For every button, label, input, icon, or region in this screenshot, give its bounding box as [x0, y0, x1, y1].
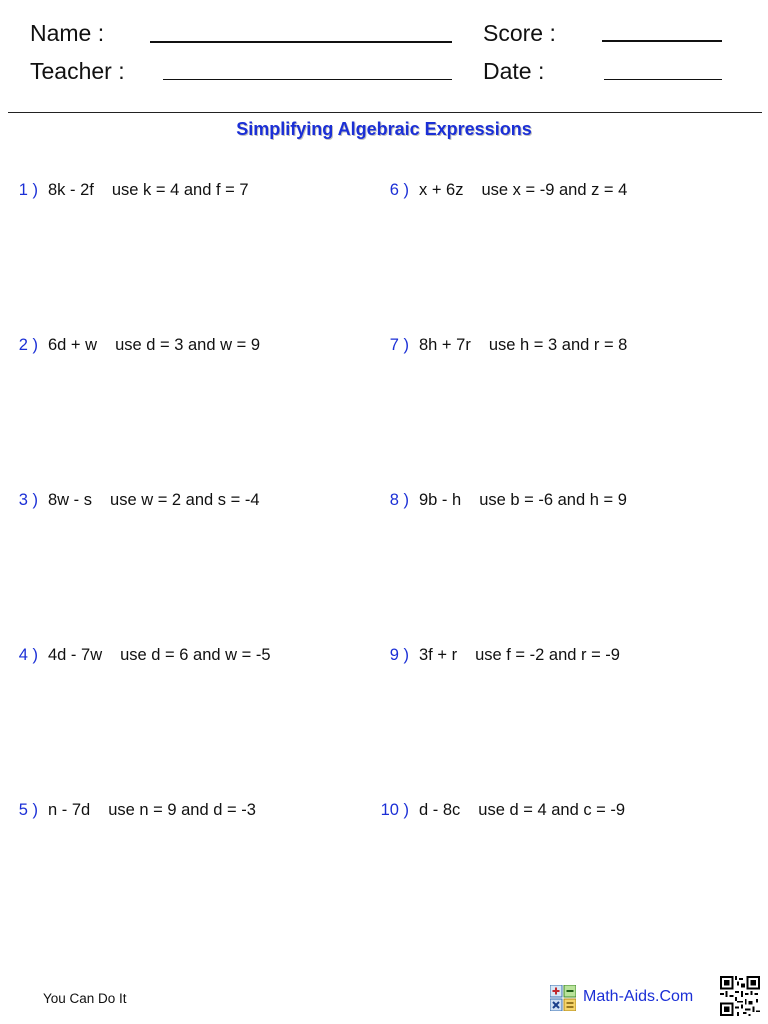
name-label: Name :	[30, 20, 105, 46]
problem-item	[371, 336, 627, 355]
problem-number: 3 )	[18, 491, 38, 509]
problem-substitution: use d = 3 and w = 9	[115, 336, 261, 354]
header-divider	[8, 112, 762, 113]
problem-substitution: use b = -6 and h = 9	[479, 491, 627, 509]
problem-item	[371, 491, 627, 510]
problem-number: 8 )	[389, 491, 409, 509]
problem-expression: d - 8c	[419, 801, 461, 819]
qr-code-icon	[720, 976, 760, 1016]
problem-expression: n - 7d	[48, 801, 91, 819]
score-field[interactable]	[602, 40, 722, 42]
problem-expression: 8w - s	[48, 491, 93, 509]
problem-item	[371, 646, 620, 665]
problem-expression: 6d + w	[48, 336, 98, 354]
problem-substitution: use x = -9 and z = 4	[481, 181, 628, 199]
problem-number: 4 )	[18, 646, 38, 664]
math-aids-link[interactable]: Math-Aids.Com	[583, 988, 694, 1005]
teacher-field[interactable]	[163, 79, 452, 80]
problem-expression: 4d - 7w	[48, 646, 103, 664]
problem-item	[371, 801, 625, 820]
score-label: Score :	[483, 20, 556, 46]
math-aids-logo-icon[interactable]	[550, 985, 576, 1011]
problem-item	[0, 646, 271, 665]
problem-substitution: use w = 2 and s = -4	[110, 491, 260, 509]
problem-number: 5 )	[18, 801, 38, 819]
problem-number: 7 )	[389, 336, 409, 354]
problem-item	[0, 181, 249, 200]
problem-expression: 8k - 2f	[48, 181, 94, 199]
problem-number: 1 )	[18, 181, 38, 199]
problem-expression: 3f + r	[419, 646, 458, 664]
problem-item	[0, 801, 256, 820]
problem-item	[0, 336, 260, 355]
problem-substitution: use n = 9 and d = -3	[108, 801, 256, 819]
problem-number: 9 )	[389, 646, 409, 664]
problem-substitution: use h = 3 and r = 8	[488, 336, 628, 354]
footer-motto: You Can Do It	[43, 991, 127, 1006]
date-field[interactable]	[604, 79, 722, 80]
teacher-label: Teacher :	[30, 58, 125, 84]
worksheet-title: Simplifying Algebraic Expressions	[236, 119, 532, 139]
problem-substitution: use d = 4 and c = -9	[478, 801, 626, 819]
problem-number: 6 )	[389, 181, 409, 199]
problem-expression: 8h + 7r	[419, 336, 471, 354]
problem-item	[371, 181, 627, 200]
problem-substitution: use f = -2 and r = -9	[475, 646, 620, 664]
problem-number: 2 )	[18, 336, 38, 354]
date-label: Date :	[483, 58, 545, 84]
problem-expression: x + 6z	[419, 181, 464, 199]
problem-item	[0, 491, 260, 510]
problem-substitution: use d = 6 and w = -5	[120, 646, 271, 664]
name-field[interactable]	[150, 41, 452, 43]
problem-number: 10 )	[380, 801, 409, 819]
problem-expression: 9b - h	[419, 491, 462, 509]
problem-substitution: use k = 4 and f = 7	[111, 181, 249, 199]
